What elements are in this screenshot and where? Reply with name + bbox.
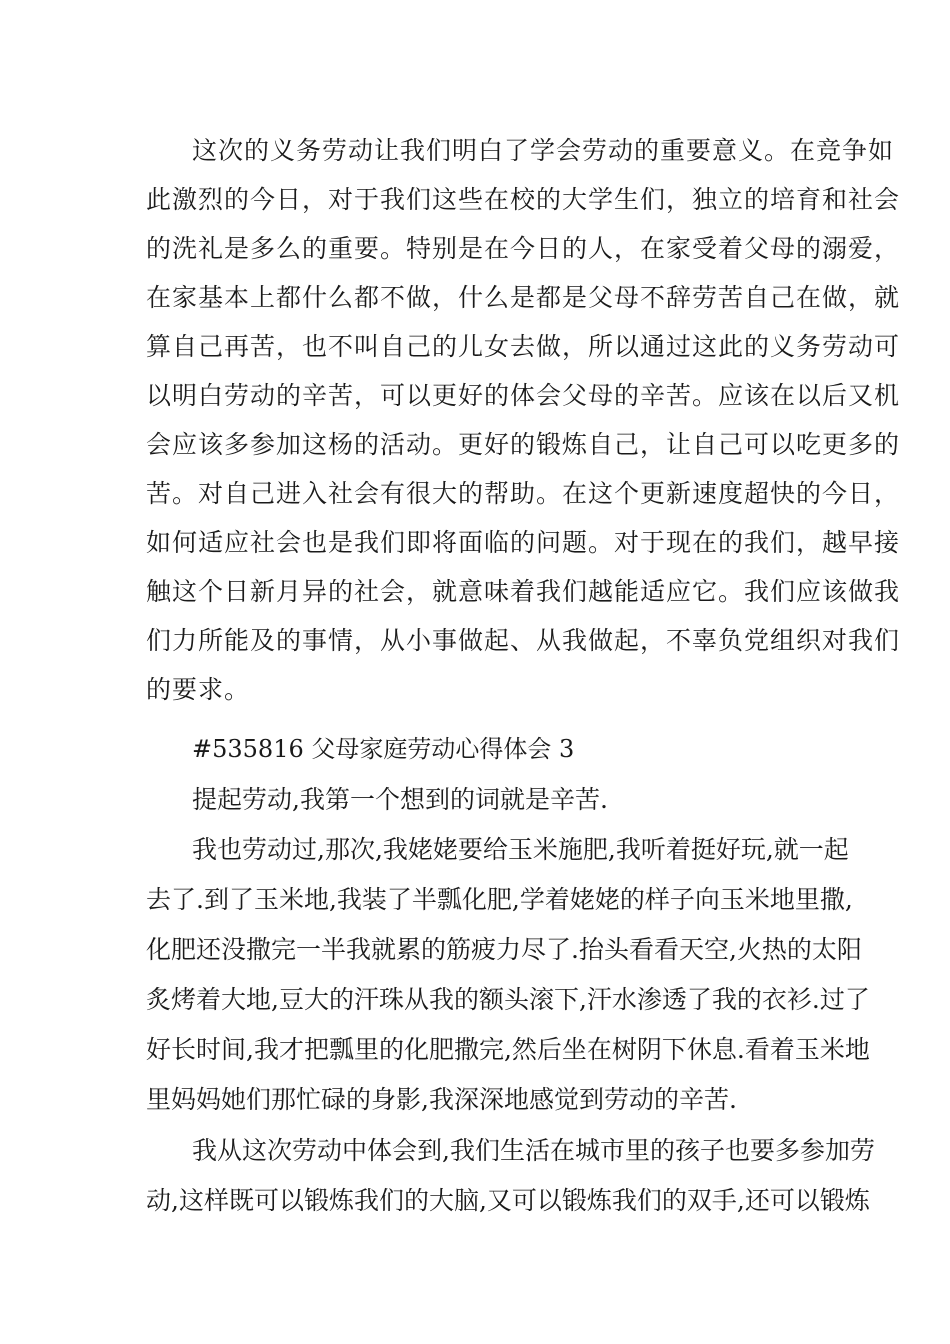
paragraph-1-line-6: 以明白劳动的辛苦，可以更好的体会父母的辛苦。应该在以后又机: [146, 381, 901, 410]
section-heading: #535816 父母家庭劳动心得体会 3: [192, 735, 575, 763]
paragraph-1-line-1: 这次的义务劳动让我们明白了学会劳动的重要意义。在竞争如: [192, 136, 895, 165]
paragraph-3-line-6: 里妈妈她们那忙碌的身影,我深深地感觉到劳动的辛苦.: [146, 1085, 737, 1114]
paragraph-1-line-11: 们力所能及的事情，从小事做起、从我做起，不辜负党组织对我们: [146, 626, 901, 655]
paragraph-1-line-8: 苦。对自己进入社会有很大的帮助。在这个更新速度超快的今日，: [146, 479, 901, 508]
paragraph-2-line-1: 提起劳动,我第一个想到的词就是辛苦.: [192, 785, 608, 814]
paragraph-3-line-5: 好长时间,我才把瓢里的化肥撒完,然后坐在树阴下休息.看着玉米地: [146, 1035, 870, 1064]
paragraph-1-line-3: 的洗礼是多么的重要。特别是在今日的人，在家受着父母的溺爱，: [146, 234, 901, 263]
paragraph-3-line-2: 去了.到了玉米地,我装了半瓢化肥,学着姥姥的样子向玉米地里撒,: [146, 885, 853, 914]
paragraph-1-line-4: 在家基本上都什么都不做，什么是都是父母不辞劳苦自己在做，就: [146, 283, 901, 312]
paragraph-1-line-10: 触这个日新月异的社会，就意味着我们越能适应它。我们应该做我: [146, 577, 901, 606]
paragraph-1-line-5: 算自己再苦，也不叫自己的儿女去做，所以通过这此的义务劳动可: [146, 332, 901, 361]
paragraph-1-line-12: 的要求。: [146, 675, 251, 704]
paragraph-1-line-7: 会应该多参加这杨的活动。更好的锻炼自己，让自己可以吃更多的: [146, 430, 901, 459]
paragraph-3-line-3: 化肥还没撒完一半我就累的筋疲力尽了.抬头看看天空,火热的太阳: [146, 935, 862, 964]
paragraph-4-line-2: 动,这样既可以锻炼我们的大脑,又可以锻炼我们的双手,还可以锻炼: [146, 1186, 870, 1215]
paragraph-3-line-4: 炙烤着大地,豆大的汗珠从我的额头滚下,汗水渗透了我的衣衫.过了: [146, 985, 870, 1014]
paragraph-4-line-1: 我从这次劳动中体会到,我们生活在城市里的孩子也要多参加劳: [192, 1136, 875, 1165]
paragraph-3-line-1: 我也劳动过,那次,我姥姥要给玉米施肥,我听着挺好玩,就一起: [192, 835, 849, 864]
paragraph-1-line-2: 此激烈的今日，对于我们这些在校的大学生们，独立的培育和社会: [146, 185, 901, 214]
paragraph-1-line-9: 如何适应社会也是我们即将面临的问题。对于现在的我们，越早接: [146, 528, 901, 557]
